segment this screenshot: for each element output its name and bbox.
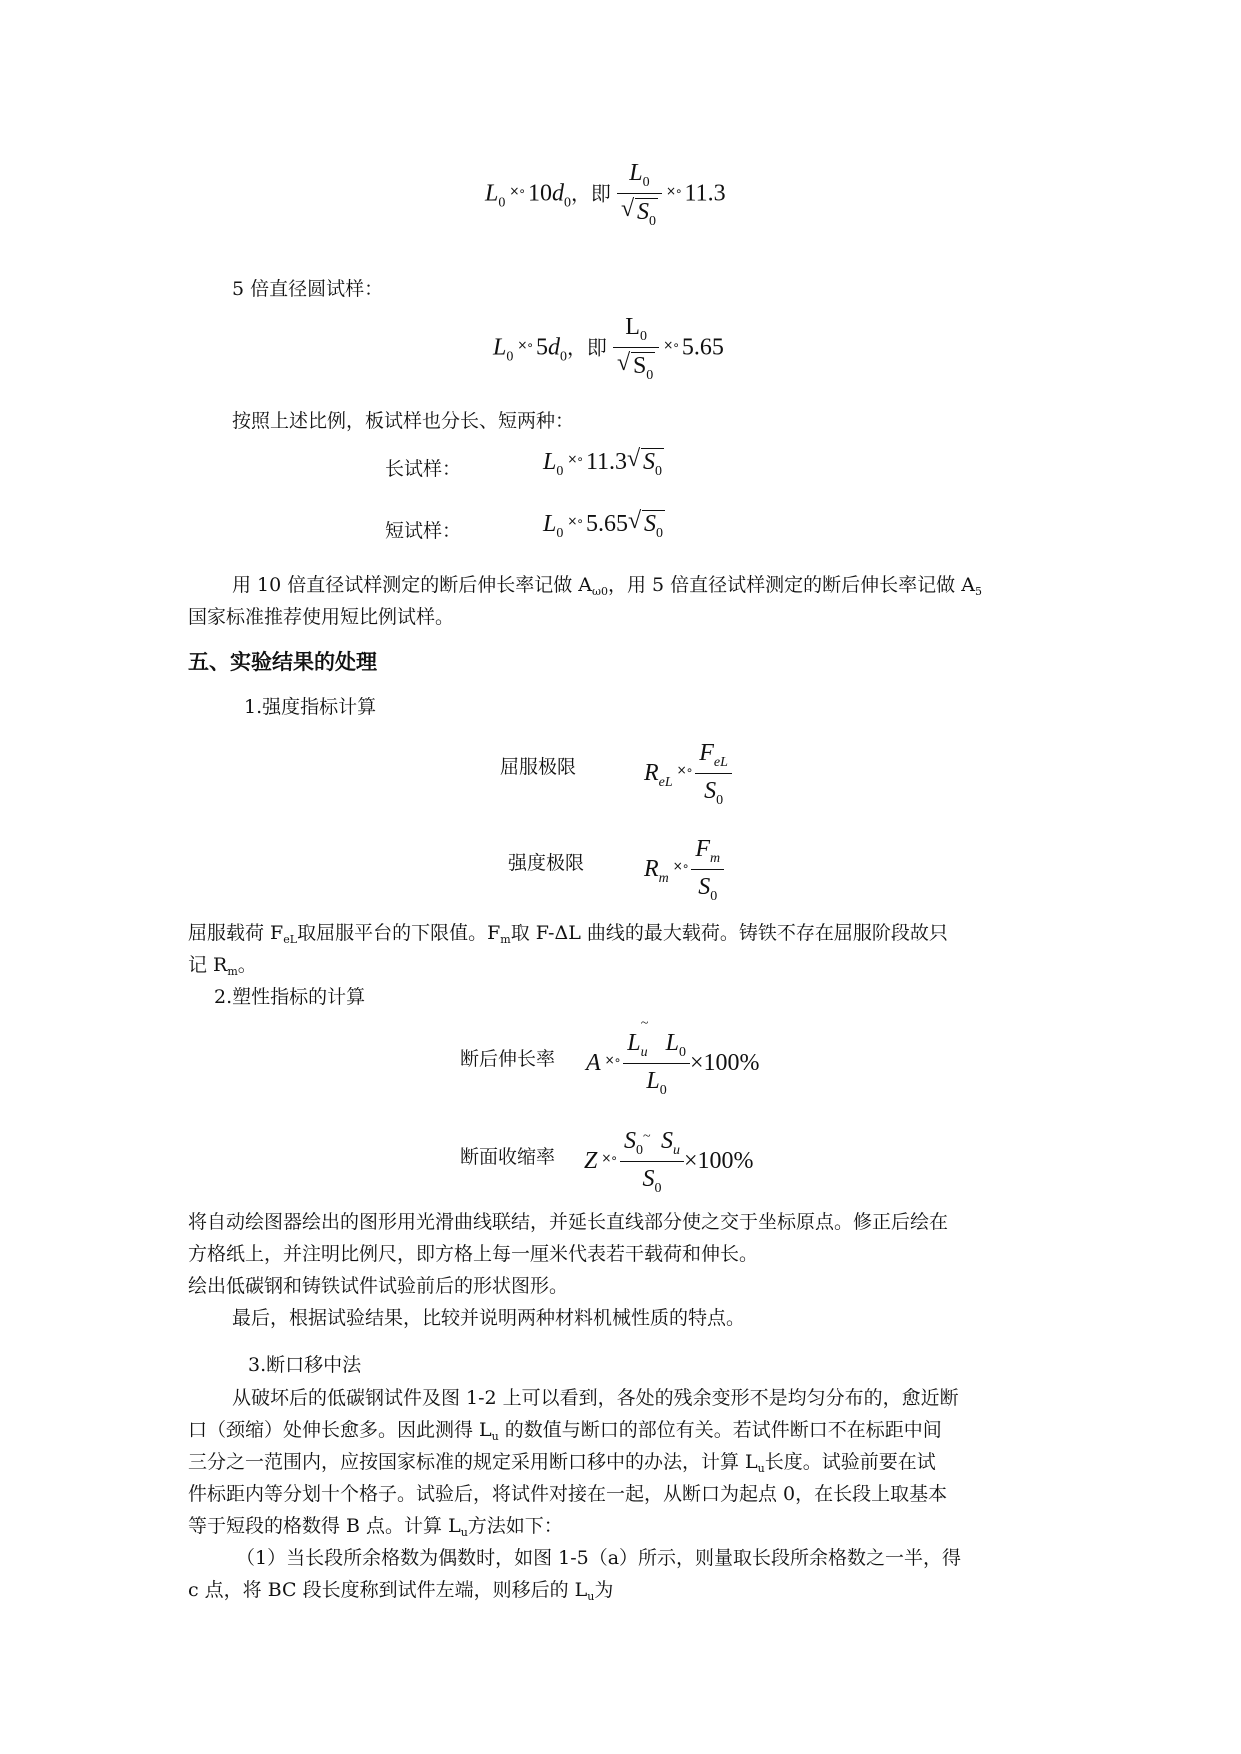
- formula-relation: ×∘: [672, 859, 689, 874]
- frac-num-L0: L: [665, 1030, 679, 1056]
- text-sub: u: [587, 1590, 595, 1603]
- yield-limit-label: 屈服极限: [500, 756, 577, 778]
- text-run: ，用 5 倍直径试样测定的断后伸长率记做 A: [608, 574, 975, 596]
- formula-sub: u: [640, 1045, 648, 1060]
- ultimate-strength-formula: [644, 836, 724, 905]
- formula-percent: ×100%: [683, 1148, 754, 1175]
- formula-relation: ×∘: [665, 183, 682, 198]
- plate-intro: 按照上述比例，板试样也分长、短两种：: [232, 410, 575, 432]
- formula-relation: ×∘: [567, 452, 583, 466]
- long-sample-label: 长试样：: [385, 458, 462, 480]
- section-title: 五、实验结果的处理: [188, 650, 377, 674]
- frac-den: S: [698, 874, 711, 900]
- yield-limit-formula: [644, 740, 732, 809]
- frac-num-Su: S: [660, 1128, 673, 1154]
- formula-relation: ×∘: [663, 337, 679, 352]
- formula-fraction: $L_0$ √ $S_0$: [617, 160, 662, 230]
- formula-var-L: L: [543, 511, 557, 537]
- frac-den: L: [646, 1068, 660, 1094]
- text-run: 为: [594, 1579, 614, 1601]
- formula-sub: 0: [639, 329, 647, 344]
- formula-five-times: [493, 314, 724, 384]
- formula-fraction: [620, 1128, 684, 1197]
- formula-sub: 0: [648, 214, 656, 229]
- text-sub: u: [460, 1526, 468, 1539]
- formula-value: 5.65: [681, 334, 724, 361]
- text-run: 方法如下：: [467, 1515, 563, 1537]
- text-run: 的数值与断口的部位有关。若试件断口不在标距中间: [498, 1419, 942, 1441]
- drawing-para-line3: 绘出低碳钢和铸铁试件试验前后的形状图形。: [188, 1275, 569, 1297]
- text-run: c 点，将 BC 段长度称到试件左端，则移后的 L: [188, 1579, 588, 1601]
- text-run: 长度。试验前要在试: [764, 1451, 936, 1473]
- formula-sub: 0: [710, 889, 718, 904]
- text-sub: u: [491, 1430, 499, 1443]
- formula-relation: ×∘: [601, 1151, 617, 1166]
- formula-var-d: d: [547, 334, 560, 361]
- formula-sub: 0: [654, 1181, 662, 1196]
- frac-num: F: [699, 740, 714, 766]
- formula-fraction: [695, 740, 732, 809]
- formula-var-A: A: [586, 1050, 601, 1077]
- formula-sub: m: [658, 871, 669, 887]
- shift-line4: 件标距内等分划十个格子。试验后，将试件对接在一起，从断口为起点 0，在长段上取基本: [188, 1483, 948, 1505]
- formula-value: 11.3: [585, 449, 628, 475]
- formula-percent: ×100%: [689, 1050, 760, 1077]
- formula-relation: ×∘: [604, 1053, 621, 1068]
- formula-sub: 0: [655, 526, 663, 541]
- formula-coef: 5: [535, 334, 548, 361]
- formula-ji: ，即: [566, 335, 607, 360]
- formula-var-Z: Z: [584, 1148, 598, 1175]
- long-sample-formula: $L_0^{\times\circ}$ 11.3 √ $S_0$: [543, 446, 663, 479]
- elongation-rate-formula: [586, 1030, 760, 1099]
- elongation-rate-label: 断后伸长率: [460, 1048, 556, 1070]
- text-run: 记 R: [188, 954, 228, 976]
- sqrt-var-S: S: [643, 449, 656, 475]
- text-run: 用 10 倍直径试样测定的断后伸长率记做 A: [232, 574, 593, 596]
- shift-line6: （1）当长段所余格数为偶数时，如图 1-5（a）所示，则量取长段所余格数之一半，得: [236, 1547, 962, 1569]
- formula-var-R: R: [644, 856, 659, 883]
- formula-sub: 0: [655, 464, 663, 479]
- frac-num-Lu: L ~: [627, 1030, 640, 1056]
- formula-sub: $_0$ ~: [636, 1143, 643, 1158]
- formula-relation: ×∘: [509, 183, 525, 198]
- short-sample-label: 短试样：: [385, 520, 462, 542]
- formula-relation: ×∘: [567, 514, 583, 528]
- formula-var-L: L: [543, 449, 557, 475]
- sqrt-var-S: S: [643, 511, 656, 537]
- text-sub: 5: [974, 585, 982, 598]
- drawing-para-line2: 方格纸上，并注明比例尺，即方格上每一厘米代表若干载荷和伸长。: [188, 1243, 759, 1265]
- text-sub: eL: [283, 933, 298, 946]
- plasticity-title: 2.塑性指标的计算: [214, 986, 366, 1008]
- formula-sub: eL: [713, 755, 728, 770]
- formula-value: 5.65: [585, 511, 628, 537]
- strength-note-line1: [188, 918, 948, 955]
- text-run: 取屈服平台的下限值。F: [297, 922, 501, 944]
- formula-sub: 0: [642, 175, 650, 190]
- frac-num: F: [695, 836, 711, 862]
- formula-sub: 0: [556, 526, 564, 541]
- formula-var-L: L: [493, 334, 507, 361]
- text-sub: m: [500, 933, 511, 946]
- text-run: 等于短段的格数得 B 点。计算 L: [188, 1515, 461, 1537]
- strength-title: 1.强度指标计算: [244, 696, 377, 718]
- formula-fraction: [691, 836, 724, 905]
- formula-sub: 0: [716, 793, 724, 808]
- text-run: 三分之一范围内，应按国家标准的规定采用断口移中的办法，计算 L: [188, 1451, 758, 1473]
- formula-sub: 0: [563, 195, 571, 211]
- formula-sub: 0: [506, 349, 514, 365]
- ultimate-strength-label: 强度极限: [508, 852, 585, 874]
- frac-den: S: [636, 199, 649, 225]
- formula-sub: eL: [658, 775, 673, 791]
- text-sub: m: [227, 965, 238, 978]
- formula-ji: ，即: [570, 181, 611, 206]
- text-run: 。: [237, 954, 257, 976]
- short-sample-formula: $L_0^{\times\circ}$ 5.65 √ $S_0$: [543, 508, 663, 541]
- formula-var-L: L: [485, 180, 499, 207]
- text-sub: u: [757, 1462, 765, 1475]
- shift-title: 3.断口移中法: [248, 1354, 362, 1376]
- frac-num-S0: S: [623, 1128, 636, 1154]
- frac-den: S: [642, 1166, 655, 1192]
- text-run: 屈服载荷 F: [188, 922, 284, 944]
- formula-sub: u: [672, 1143, 680, 1158]
- shift-line1: 从破坏后的低碳钢试件及图 1-2 上可以看到，各处的残余变形不是均匀分布的，愈近断: [232, 1387, 959, 1409]
- formula-sub: 0: [498, 195, 506, 211]
- frac-num: L: [625, 314, 640, 340]
- reduction-rate-label: 断面收缩率: [460, 1146, 556, 1168]
- text-run: 取 F-ΔL 曲线的最大载荷。铸铁不存在屈服阶段故只: [510, 922, 948, 944]
- drawing-para-line4: 最后，根据试验结果，比较并说明两种材料机械性质的特点。: [232, 1307, 746, 1329]
- elongation-paragraph-line2: 国家标准推荐使用短比例试样。: [188, 606, 455, 628]
- formula-sub: 0: [678, 1045, 686, 1060]
- formula-coef: 10: [527, 180, 552, 207]
- formula-sub: 0: [646, 368, 654, 383]
- formula-fraction: $L_0$ √ $S_0$: [613, 314, 659, 384]
- formula-ten-times: [485, 160, 726, 230]
- frac-num: L: [629, 160, 643, 186]
- drawing-para-line1: 将自动绘图器绘出的图形用光滑曲线联结，并延长直线部分使之交于坐标原点。修正后绘在: [188, 1211, 949, 1233]
- formula-sub: m: [710, 851, 721, 866]
- formula-var-R: R: [644, 760, 659, 787]
- frac-den: S: [632, 353, 647, 379]
- formula-sub: 0: [659, 1083, 667, 1098]
- text-sub: ω0: [592, 585, 608, 598]
- five-times-label: 5 倍直径圆试样：: [232, 278, 384, 300]
- formula-relation: ×∘: [676, 763, 693, 778]
- formula-var-d: d: [551, 180, 564, 207]
- formula-sub: 0: [559, 349, 567, 365]
- text-run: 口（颈缩）处伸长愈多。因此测得 L: [188, 1419, 492, 1441]
- frac-den: S: [704, 778, 717, 804]
- formula-sub: 0: [556, 464, 564, 479]
- shift-line7: [188, 1575, 613, 1612]
- reduction-rate-formula: [584, 1128, 753, 1197]
- formula-relation: ×∘: [517, 337, 533, 352]
- formula-fraction: [623, 1030, 690, 1099]
- formula-value: 11.3: [684, 180, 726, 207]
